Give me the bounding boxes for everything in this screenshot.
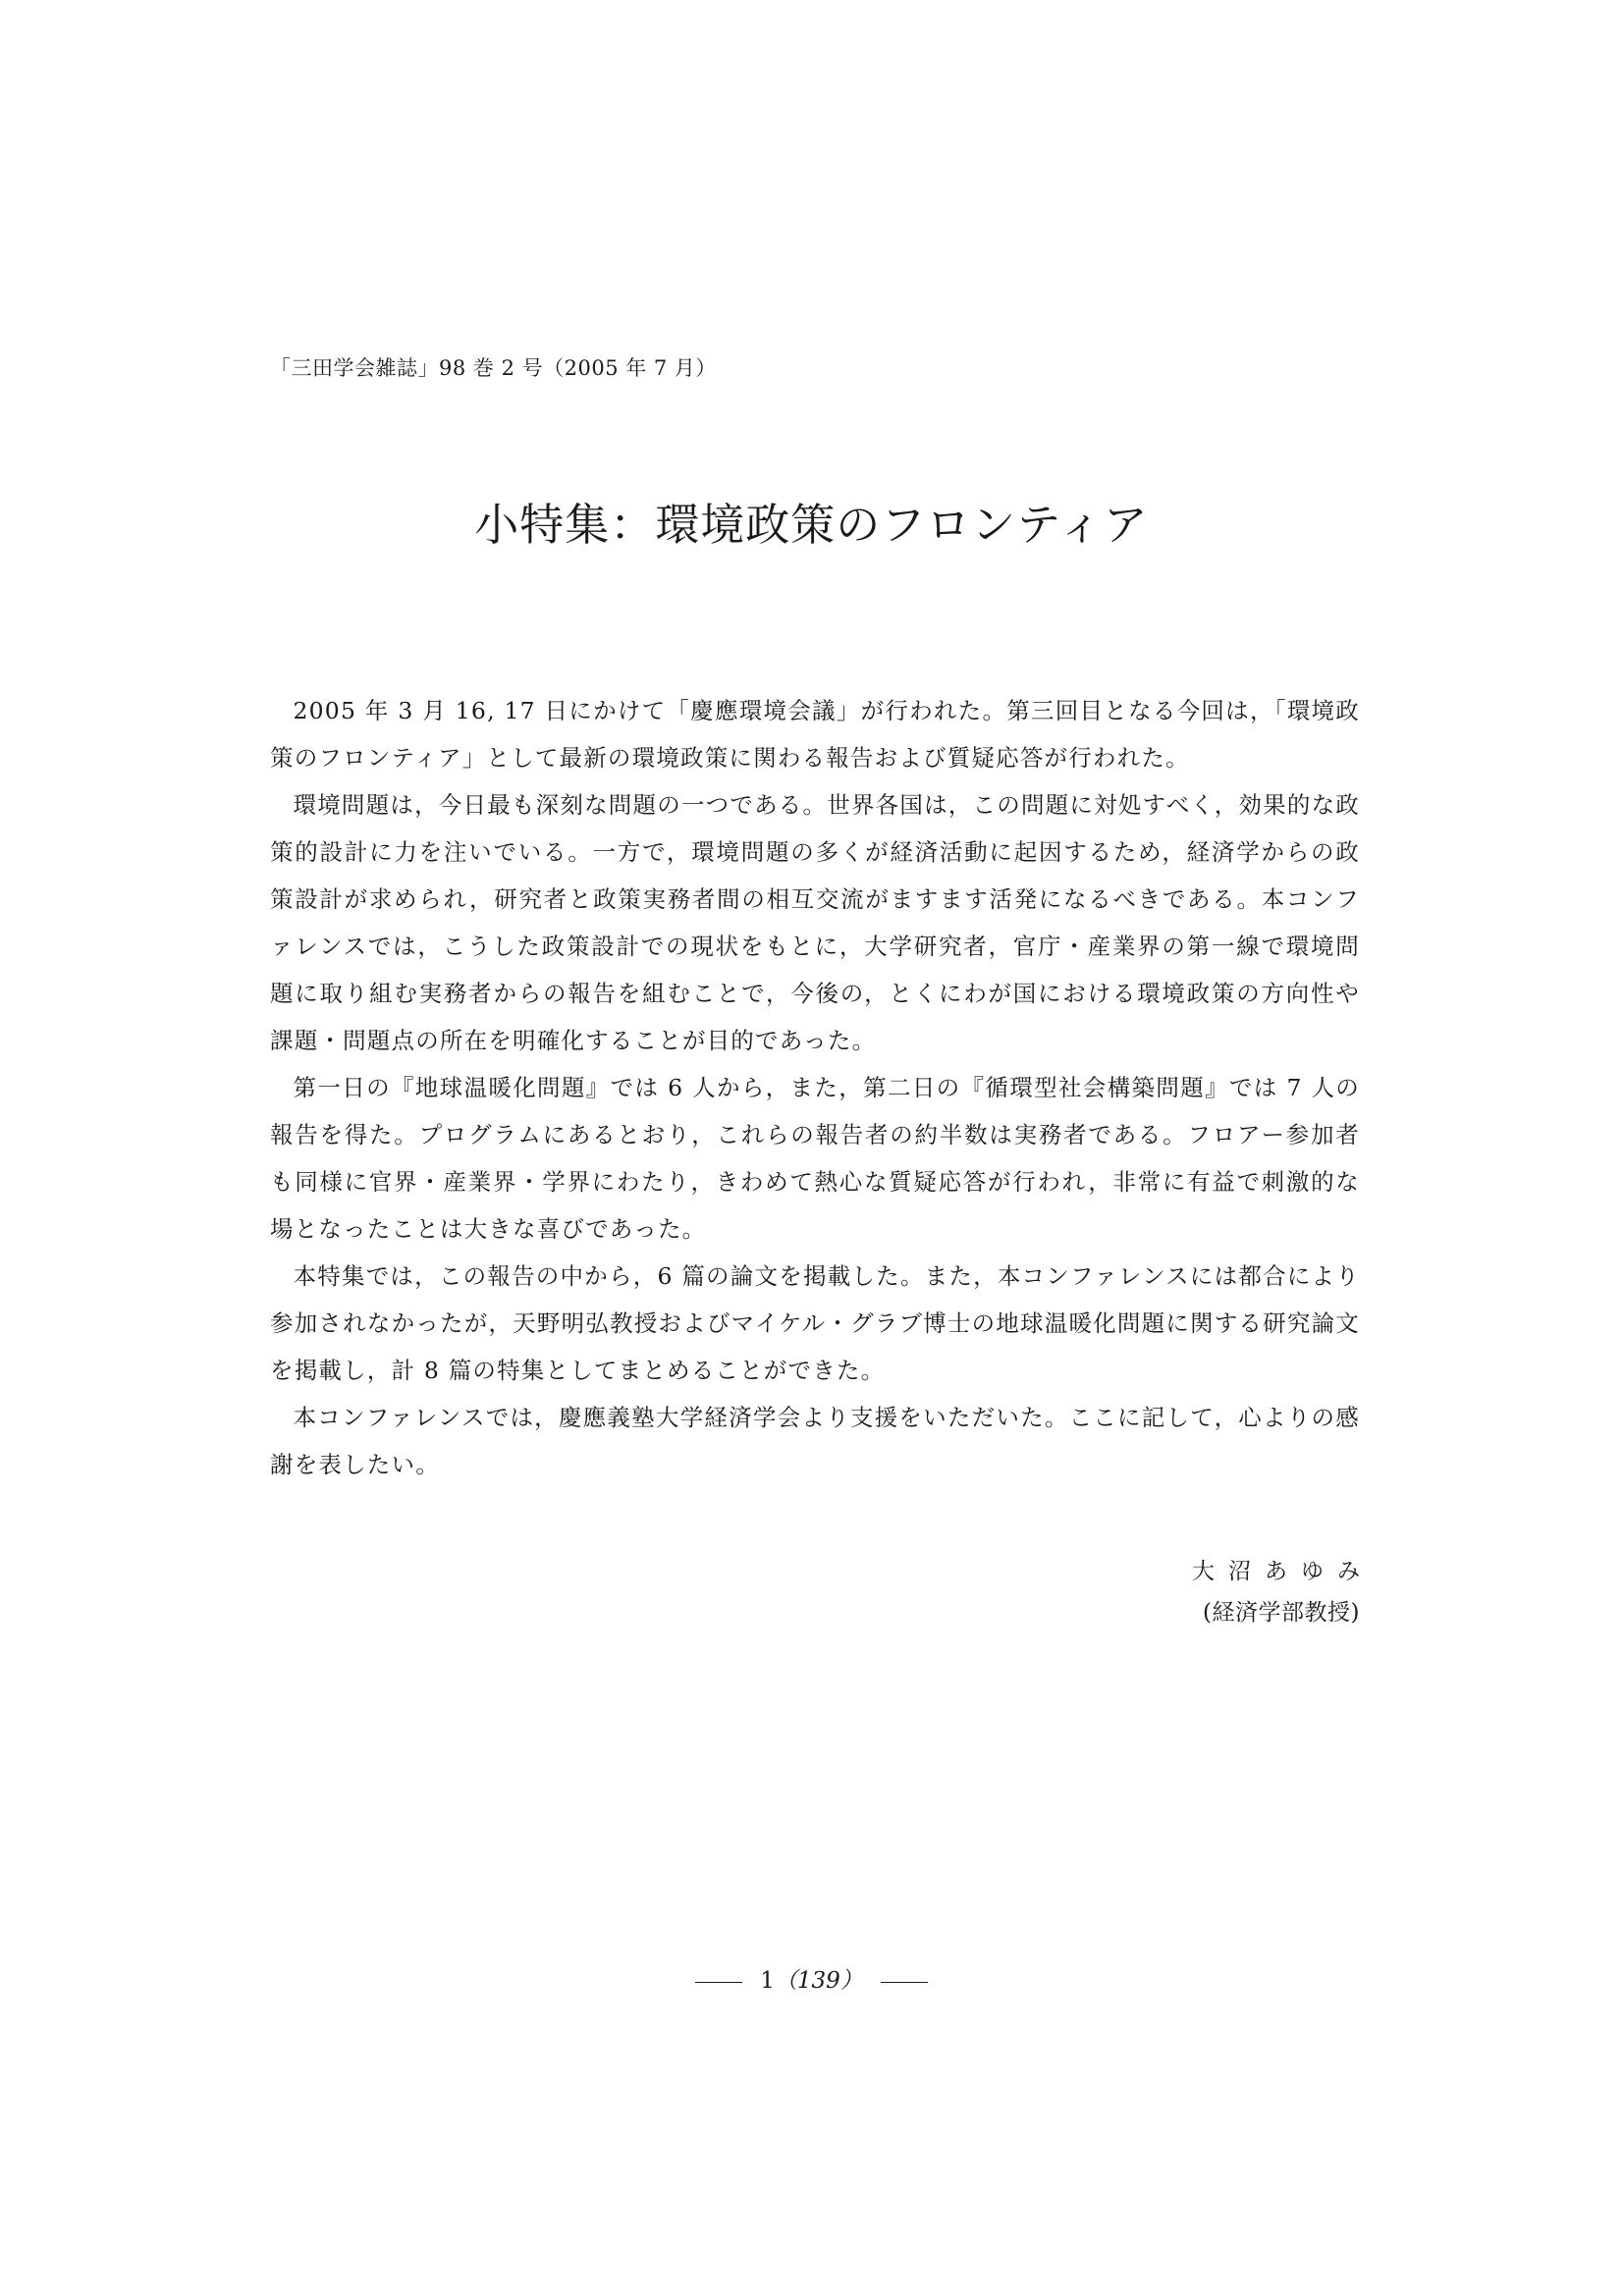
paragraph: 第一日の『地球温暖化問題』では 6 人から，また，第二日の『循環型社会構築問題』では 7 人の報告を得た。プログラムにあるとおり，これらの報告者の約半数は実務者である。フロアー参加者も同様に官界・産業界・学界にわたり，きわめて熱心な質疑応答が行われ，非常に有益で刺激的な場となったことは大きな喜びであった。: [270, 1074, 1360, 1243]
page-footer: [0, 1966, 1623, 1996]
paragraph: 本特集では，この報告の中から，6 篇の論文を掲載した。また，本コンファレンスには都合により参加されなかったが，天野明弘教授およびマイケル・グラブ博士の地球温暖化問題に関する研究論文を掲載し，計 8 篇の特集としてまとめることができた。: [270, 1262, 1360, 1384]
signature-block: [1192, 1551, 1374, 1633]
journal-reference: 「三田学会雑誌」98 巻 2 号（2005 年 7 月）: [270, 356, 717, 380]
feature-title: 小特集：環境政策のフロンティア: [474, 499, 1149, 551]
original-page-number: （139）: [774, 1968, 863, 1994]
body-text: [270, 687, 1360, 1488]
footer-dash-right: [881, 1982, 928, 1983]
paragraph: 2005 年 3 月 16, 17 日にかけて「慶應環境会議」が行われた。第三回目となる今回は，「環境政策のフロンティア」として最新の環境政策に関わる報告および質疑応答が行われた。: [270, 697, 1360, 772]
footer-dash-left: [695, 1982, 742, 1983]
page-number: 1: [760, 1968, 775, 1994]
author-affiliation: (経済学部教授): [1203, 1600, 1360, 1626]
paragraph: 本コンファレンスでは，慶應義塾大学経済学会より支援をいただいた。ここに記して，心よりの感謝を表したい。: [270, 1404, 1360, 1478]
author-name: 大沼あゆみ: [1192, 1559, 1374, 1584]
paragraph: 環境問題は，今日最も深刻な問題の一つである。世界各国は，この問題に対処すべく，効果的な政策的設計に力を注いでいる。一方で，環境問題の多くが経済活動に起因するため，経済学からの政策設計が求められ，研究者と政策実務者間の相互交流がますます活発になるべきである。本コンファレンスでは，こうした政策設計での現状をもとに，大学研究者，官庁・産業界の第一線で環境問題に取り組む実務者からの報告を組むことで，今後の，とくにわが国における環境政策の方向性や課題・問題点の所在を明確化することが目的であった。: [270, 791, 1360, 1054]
